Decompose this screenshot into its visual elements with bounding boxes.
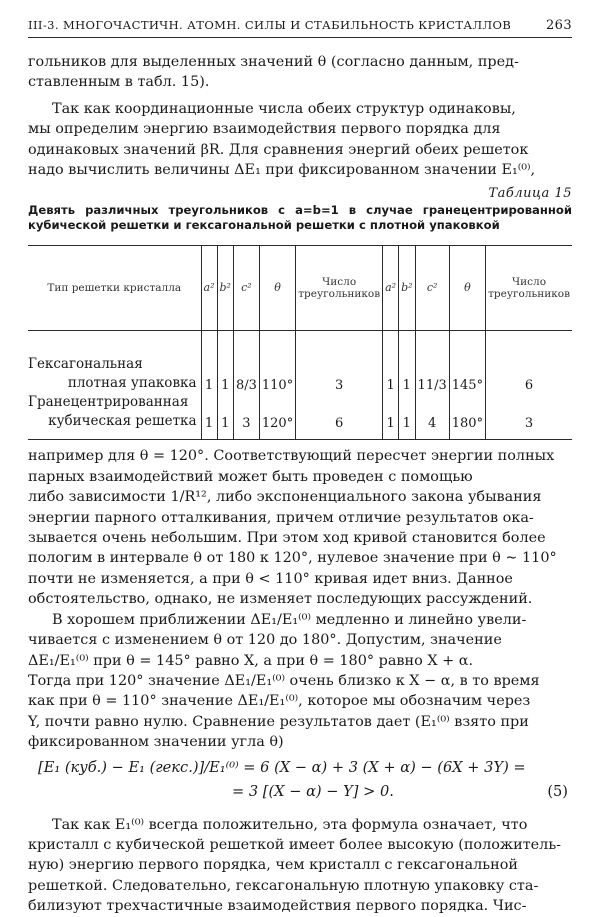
equation-number: (5) bbox=[547, 782, 568, 800]
equation-line-2: = 3 [(X − α) − Y] > 0. bbox=[232, 782, 394, 800]
paragraph-line: энергии парного отталкивания, причем отличие результатов ока- bbox=[28, 509, 534, 526]
running-title: III-3. МНОГОЧАСТИЧН. АТОМН. СИЛЫ И СТАБИЛЬНОСТЬ КРИСТАЛЛОВ bbox=[28, 18, 512, 32]
equation-5 bbox=[28, 757, 572, 807]
paragraph-line: одинаковых значений βR. Для сравнения энергий обеих решеток bbox=[28, 141, 529, 158]
paragraph-line: чивается с изменением θ от 120 до 180°. Допустим, значение bbox=[28, 632, 502, 649]
table-cell: 4 bbox=[415, 393, 449, 440]
table-cell: 3 bbox=[296, 331, 383, 394]
table-cell: 110° bbox=[259, 331, 295, 394]
table-cell: 1 bbox=[383, 393, 399, 440]
table-cell: 1 bbox=[201, 331, 217, 394]
table-cell: 11/3 bbox=[415, 331, 449, 394]
table-row-fcc bbox=[28, 393, 572, 440]
equation-line-1: [E₁ (куб.) − E₁ (гекс.)]/E₁⁽⁰⁾ = 6 (X − α) + 3 (X + α) − (6X + 3Y) = bbox=[38, 758, 526, 776]
paragraph-line: почти не изменяется, а при θ < 110° кривая идет вниз. Данное bbox=[28, 570, 513, 587]
paragraph-line: решеткой. Следовательно, гексагональную плотную упаковку ста- bbox=[28, 877, 539, 894]
col-header-a2: a² bbox=[383, 246, 399, 331]
paragraph-line: кристалл с кубической решеткой имеет более высокую (положитель- bbox=[28, 836, 562, 853]
paragraph-line: пологим в интервале θ от 180 к 120°, нулевое значение при θ ∼ 110° bbox=[28, 550, 557, 567]
paragraph-line: ную) энергию первого порядка, чем кристалл с гексагональной bbox=[28, 857, 518, 874]
table-header-row bbox=[28, 246, 572, 331]
table-cell: 8/3 bbox=[233, 331, 259, 394]
col-header-c2: c² bbox=[233, 246, 259, 331]
col-header-c2: c² bbox=[415, 246, 449, 331]
col-header-count: Число треугольников bbox=[486, 246, 572, 331]
paragraph-line: Y, почти равно нулю. Сравнение результатов дает (E₁⁽⁰⁾ взято при bbox=[28, 713, 529, 730]
paragraph-line: Тогда при 120° значение ΔE₁/E₁⁽⁰⁾ очень близко к X − α, в то время bbox=[28, 672, 540, 689]
table-cell: 120° bbox=[259, 393, 295, 440]
page bbox=[28, 18, 572, 917]
col-header-a2: a² bbox=[201, 246, 217, 331]
paragraph-line: либо зависимости 1/R¹², либо экспоненциального закона убывания bbox=[28, 489, 542, 506]
paragraph-line: ставленным в табл. 15). bbox=[28, 74, 210, 91]
paragraph-line: гольников для выделенных значений θ (согласно данным, пред- bbox=[28, 54, 519, 70]
paragraph-line: надо вычислить величины ΔE₁ при фиксированном значении E₁⁽⁰⁾, bbox=[28, 162, 536, 179]
table-cell: 1 bbox=[383, 331, 399, 394]
col-header-theta: θ bbox=[449, 246, 485, 331]
table-cell: 1 bbox=[399, 331, 415, 394]
table-row-hcp bbox=[28, 331, 572, 394]
paragraph-line: билизуют трехчастичные взаимодействия первого порядка. Чис- bbox=[28, 898, 527, 915]
table-caption: Девять различных треугольников с a=b=1 в случае гранецентрированной кубической решетки и гексагональной решетки с плотной упаковкой bbox=[28, 203, 572, 233]
paragraph-line: фиксированном значении угла θ) bbox=[28, 734, 284, 751]
paragraph-line: обстоятельство, однако, не изменяет последующих рассуждений. bbox=[28, 591, 533, 608]
table-cell: 1 bbox=[399, 393, 415, 440]
paragraph-line: Так как E₁⁽⁰⁾ всегда положительно, эта формула означает, что bbox=[52, 816, 528, 833]
table-cell: 1 bbox=[217, 393, 233, 440]
paragraph-line: парных взаимодействий может быть проведен с помощью bbox=[28, 468, 473, 485]
paragraph-line: ΔE₁/E₁⁽⁰⁾ при θ = 145° равно X, а при θ = 180° равно X + α. bbox=[28, 652, 474, 669]
col-header-b2: b² bbox=[217, 246, 233, 331]
paragraph-line: например для θ = 120°. Соответствующий пересчет энергии полных bbox=[28, 448, 555, 465]
col-header-theta: θ bbox=[259, 246, 295, 331]
paragraph-line: мы определим энергию взаимодействия первого порядка для bbox=[28, 121, 501, 138]
table-cell: 1 bbox=[201, 393, 217, 440]
table-cell: 6 bbox=[296, 393, 383, 440]
running-header bbox=[28, 18, 572, 38]
paragraph-line: Так как координационные числа обеих структур одинаковы, bbox=[52, 100, 516, 117]
row-name: Гексагональная плотная упаковка bbox=[28, 356, 197, 392]
col-header-lattice-type: Тип решетки кристалла bbox=[28, 246, 201, 331]
table-cell: 3 bbox=[233, 393, 259, 440]
page-number: 263 bbox=[545, 18, 572, 33]
table-cell: 6 bbox=[486, 331, 572, 394]
col-header-count: Число треугольников bbox=[296, 246, 383, 331]
table-cell: 145° bbox=[449, 331, 485, 394]
table-cell: 3 bbox=[486, 393, 572, 440]
col-header-b2: b² bbox=[399, 246, 415, 331]
paragraph-line: зывается очень небольшим. При этом ход кривой становится более bbox=[28, 530, 546, 547]
table-cell: 1 bbox=[217, 331, 233, 394]
row-name: Гранецентрированная кубическая решетка bbox=[28, 394, 197, 430]
paragraph-line: В хорошем приближении ΔE₁/E₁⁽⁰⁾ медленно и линейно увели- bbox=[52, 611, 527, 628]
paragraph-line: как при θ = 110° значение ΔE₁/E₁⁽⁰⁾, которое мы обозначим через bbox=[28, 693, 531, 710]
table-label: Таблица 15 bbox=[488, 186, 572, 202]
table-cell: 180° bbox=[449, 393, 485, 440]
triangle-table bbox=[28, 245, 572, 440]
